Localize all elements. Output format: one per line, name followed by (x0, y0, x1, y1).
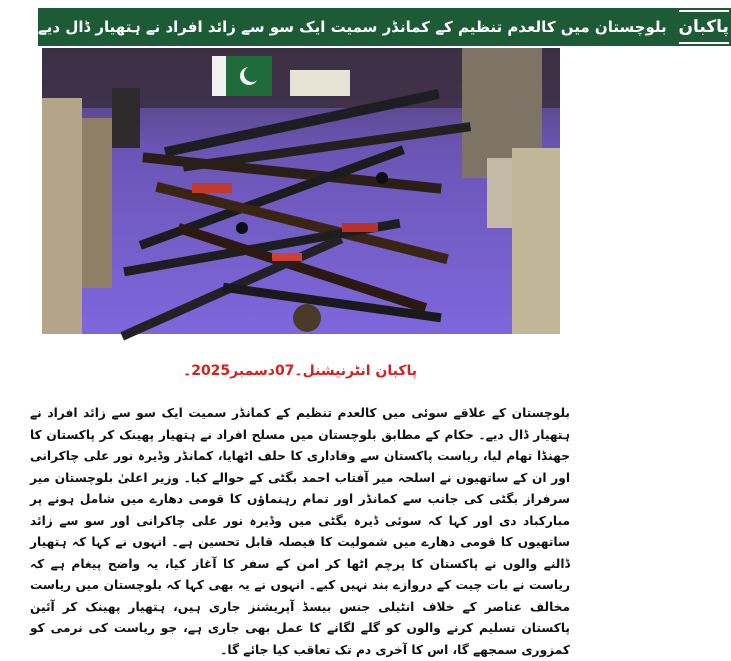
brand-name: پاکبان (678, 17, 729, 37)
byline: پاکبان انٹرنیشنل۔07دسمبر2025۔ (183, 363, 417, 379)
headline-banner (38, 8, 729, 46)
article-body (30, 403, 570, 661)
news-photo (42, 48, 560, 334)
headline-text: بلوچستان میں کالعدم تنظیم کے کمانڈر سمیت ایک سو سے زائد افراد نے ہتھیار ڈال دیے (38, 18, 667, 36)
article-paragraph: بلوچستان کے علاقے سوئی میں کالعدم تنظیم کے کمانڈر سمیت ایک سو سے زائد افراد نے ہتھیار ڈال دیے۔ حکام کے مطابق بلوچستان میں مسلح افراد نے ہتھیار پھینک کر پاکستان کا جھنڈا تھام لیا، ریاست پاکستان سے وفاداری کا حلف اٹھایا، کمانڈر وڈیرہ نور علی چاکرانی اور ان کے ساتھیوں نے اسلحہ میر آفتاب احمد بگٹی کے حوالے کیا۔ وزیر اعلیٰ بلوچستان میر سرفراز بگٹی کی جانب سے کمانڈر اور تمام رہنماؤں کا قومی دھارے میں شامل ہونے پر مبارکباد دی اور کہا کہ سوئی ڈیرہ بگٹی میں وڈیرہ نور علی چاکرانی اور سو سے زائد ساتھیوں کا قومی دھارے میں شمولیت کا فیصلہ قابل تحسین ہے۔ انہوں نے کہا کہ ہتھیار ڈالنے والوں نے پاکستان کا پرچم اٹھا کر امن کے سفر کا آغاز کیا، یہ واضح پیغام ہے کہ ریاست نے بات چیت کے دروازے بند نہیں کیے۔ انہوں نے یہ بھی کہا کہ بلوچستان میں ریاست مخالف عناصر کے خلاف انٹیلی جنس بیسڈ آپریشنز جاری ہیں، ہتھیار پھینک کر آئین پاکستان تسلیم کرنے والوں کو گلے لگانے کا عمل بھی جاری ہے، جو ریاست کی نرمی کو کمزوری سمجھے گا، اس کا آخری دم تک تعاقب کیا جائے گا۔ (30, 406, 570, 657)
headline-bar (38, 8, 677, 46)
pakistan-flag (212, 56, 272, 96)
brand-logo (677, 8, 731, 46)
